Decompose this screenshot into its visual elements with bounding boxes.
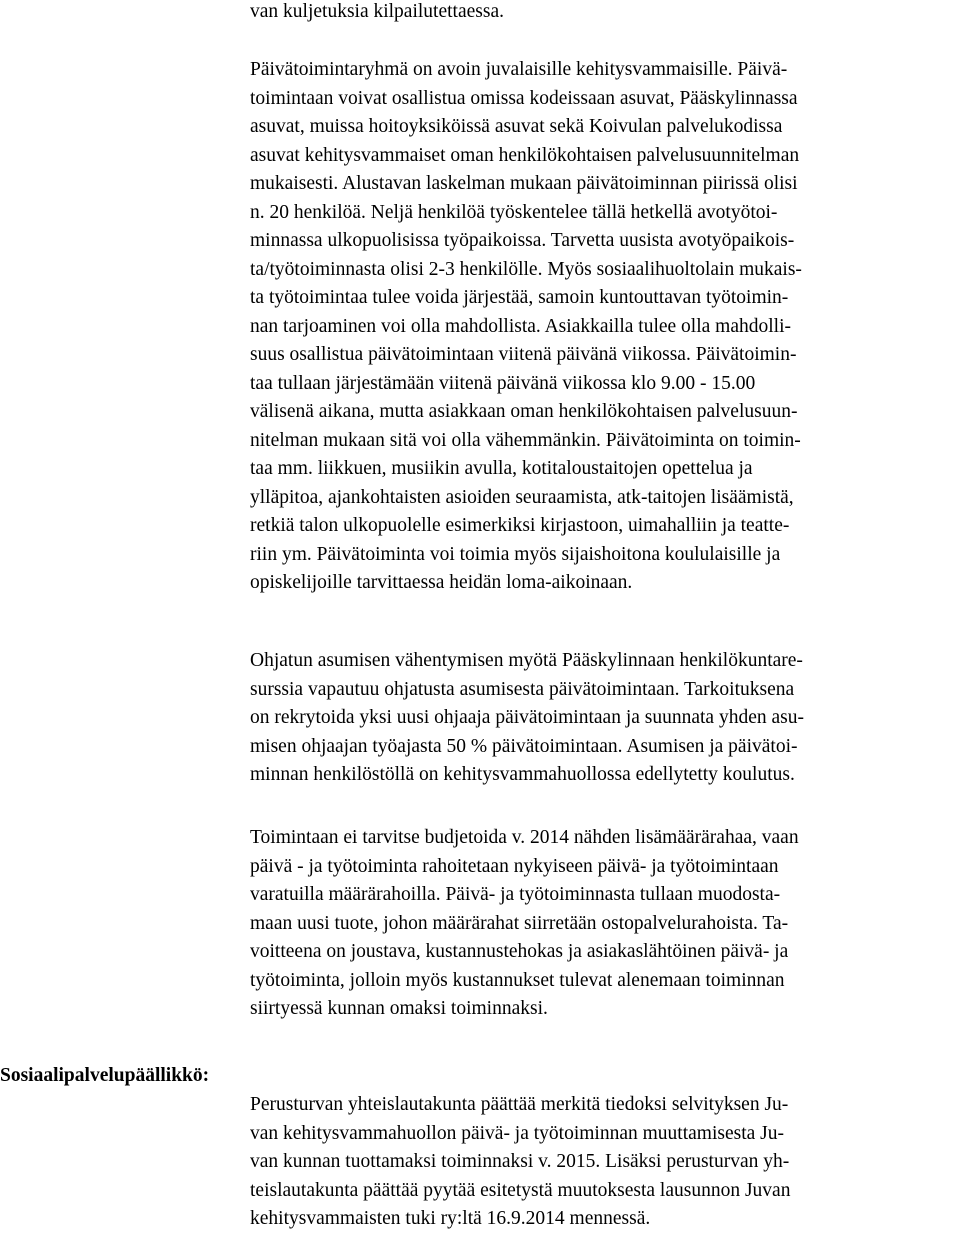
text-line: teislautakunta päättää pyytää esitetystä muutoksesta lausunnon Juvan [250,1179,791,1201]
text-line: kehitysvammaisten tuki ry:ltä 16.9.2014 mennessä. [250,1208,651,1229]
text-line: surssia vapautuu ohjatusta asumisesta päivätoimintaan. Tarkoituksena [250,678,795,700]
paragraph-staffing [250,647,955,790]
text-line: siirtyessä kunnan omaksi toiminnaksi. [250,998,548,1019]
text-line: taa mm. liikkuen, musiikin avulla, kotitaloustaitojen opettelua ja [250,458,753,479]
text-line: minnassa ulkopuolisissa työpaikoissa. Tarvetta uusista avotyöpaikois- [250,230,795,251]
text-line: riin ym. Päivätoiminta voi toimia myös sijaishoitona koululaisille ja [250,543,781,565]
text-line: toimintaan voivat osallistua omissa kodeissaan asuvat, Pääskylinnassa [250,87,798,109]
text-line: ta/työtoiminnasta olisi 2-3 henkilölle. Myös sosiaalihuoltolain mukais- [250,258,802,280]
text-line: n. 20 henkilöä. Neljä henkilöä työskentelee tällä hetkellä avotyötoi- [250,201,778,223]
text-line: Perusturvan yhteislautakunta päättää merkitä tiedoksi selvityksen Ju- [250,1094,789,1115]
text-line: Ohjatun asumisen vähentymisen myötä Pääskylinnaan henkilökuntare- [250,650,803,671]
intro-text [250,0,955,27]
text-line: maan uusi tuote, johon määrärahat siirretään ostopalvelurahoista. Ta- [250,912,789,934]
section-label: Sosiaalipalvelupäällikkö: [0,1065,210,1086]
text-line: suus osallistua päivätoimintaan viitenä päivänä viikossa. Päivätoimin- [250,344,797,365]
text-line: Toimintaan ei tarvitse budjetoida v. 2014 nähden lisämäärärahaa, vaan [250,827,799,848]
text-line: opiskelijoille tarvittaessa heidän loma-aikoinaan. [250,572,633,593]
text-line: nan tarjoaminen voi olla mahdollista. Asiakkailla tulee olla mahdolli- [250,315,791,337]
text-line: ta työtoimintaa tulee voida järjestää, samoin kuntouttavan työtoimin- [250,287,789,308]
text-line: voitteena on joustava, kustannustehokas ja asiakaslähtöinen päivä- ja [250,941,789,962]
text-line: mukaisesti. Alustavan laskelman mukaan päivätoiminnan piirissä olisi [250,173,798,194]
text-line: on rekrytoida yksi uusi ohjaaja päivätoimintaan ja suunnata yhden asu- [250,707,804,728]
text-line: asuvat, muissa hoitoyksiköissä asuvat sekä Koivulan palvelukodissa [250,116,783,137]
text-line: asuvat kehitysvammaiset oman henkilökohtaisen palvelusuunnitelman [250,144,800,166]
text-line: minnan henkilöstöllä on kehitysvammahuollossa edellytetty koulutus. [250,764,795,785]
text-line: taa tullaan järjestämään viitenä päivänä viikossa klo 9.00 - 15.00 [250,372,756,394]
paragraph-day-activity [250,56,955,598]
text-line: työtoiminta, jolloin myös kustannukset tulevat alenemaan toiminnan [250,969,785,991]
text-line: van kuljetuksia kilpailutettaessa. [250,1,504,22]
text-line: nitelman mukaan sitä voi olla vähemmänkin. Päivätoiminta on toimin- [250,429,801,451]
text-line: varatuilla määrärahoilla. Päivä- ja työtoiminnasta tullaan muodosta- [250,884,781,905]
text-line: Päivätoimintaryhmä on avoin juvalaisille kehitysvammaisille. Päivä- [250,59,788,80]
text-line: välisenä aikana, mutta asiakkaan oman henkilökohtaisen palvelusuun- [250,401,798,422]
text-line: retkiä talon ulkopuolelle esimerkiksi kirjastoon, uimahalliin ja teatte- [250,515,790,536]
paragraph-budget [250,824,955,1024]
text-line: päivä - ja työtoiminta rahoitetaan nykyiseen päivä- ja työtoimintaan [250,855,779,877]
paragraph-decision-proposal [250,1091,955,1234]
text-line: van kunnan tuottamaksi toiminnaksi v. 2015. Lisäksi perusturvan yh- [250,1151,790,1172]
text-line: misen ohjaajan työajasta 50 % päivätoimintaan. Asumisen ja päivätoi- [250,735,798,757]
text-line: ylläpitoa, ajankohtaisten asioiden seuraamista, atk-taitojen lisäämistä, [250,486,794,508]
text-line: van kehitysvammahuollon päivä- ja työtoiminnan muuttamisesta Ju- [250,1122,784,1144]
